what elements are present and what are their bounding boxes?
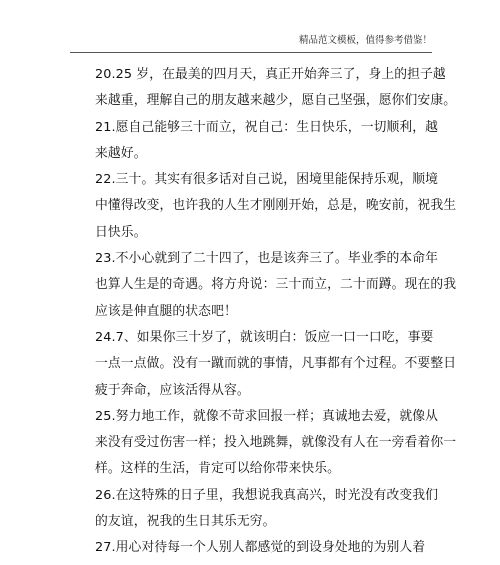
text-line: 22.三十。其实有很多话对自己说，困境里能保持乐观，顺境: [95, 172, 439, 188]
document-body: [70, 62, 457, 562]
paragraph-20: [70, 62, 457, 115]
paragraph-21: [70, 115, 439, 168]
page-header-note: 精品范文模板，值得参考借鉴！: [298, 35, 432, 46]
text-line: 中懂得改变，也许我的人生才刚刚开始，总是，晚安前，祝我生: [95, 198, 457, 214]
text-line: 26.在这特殊的日子里，我想说我真高兴，时光没有改变我们: [95, 487, 439, 503]
text-line: 25.努力地工作，就像不苛求回报一样；真诚地去爱，就像从: [95, 408, 439, 424]
paragraph-24: [70, 325, 457, 404]
text-line: 来越重，理解自己的朋友越来越少，愿自己坚强，愿你们安康。: [95, 93, 457, 109]
text-line: 一点一点做。没有一蹴而就的事情，凡事都有个过程。不要整日: [95, 356, 457, 372]
paragraph-26: [70, 483, 439, 536]
text-line: 也算人生是的奇遇。将方舟说：三十而立，二十而蹲。现在的我: [95, 277, 457, 293]
text-line: 21.愿自己能够三十而立，祝自己：生日快乐，一切顺利，越: [95, 119, 439, 135]
text-line: 样。这样的生活，肯定可以给你带来快乐。: [95, 461, 341, 477]
paragraph-23: [70, 246, 457, 325]
text-line: 24.7、如果你三十岁了，就该明白：饭应一口一口吃，事要: [95, 329, 434, 345]
header-divider: [70, 52, 432, 53]
text-line: 来越好。: [95, 145, 147, 161]
text-line: 疲于奔命，应该活得从容。: [95, 382, 250, 398]
text-line: 27.用心对待每一个人别人都感觉的到设身处地的为别人着: [95, 540, 426, 556]
paragraph-25: [70, 404, 457, 483]
text-line: 日快乐。: [95, 224, 147, 240]
text-line: 来没有受过伤害一样；投入地跳舞，就像没有人在一旁看着你一: [95, 435, 457, 451]
text-line: 23.不小心就到了二十四了，也是该奔三了。毕业季的本命年: [95, 251, 439, 267]
paragraph-27: [70, 535, 432, 561]
paragraph-22: [70, 167, 457, 246]
text-line: 20.25 岁，在最美的四月天，真正开始奔三了，身上的担子越: [95, 67, 446, 82]
text-line: 应该是伸直腿的状态吧！: [95, 303, 237, 319]
text-line: 的友谊，祝我的生日其乐无穷。: [95, 514, 276, 530]
